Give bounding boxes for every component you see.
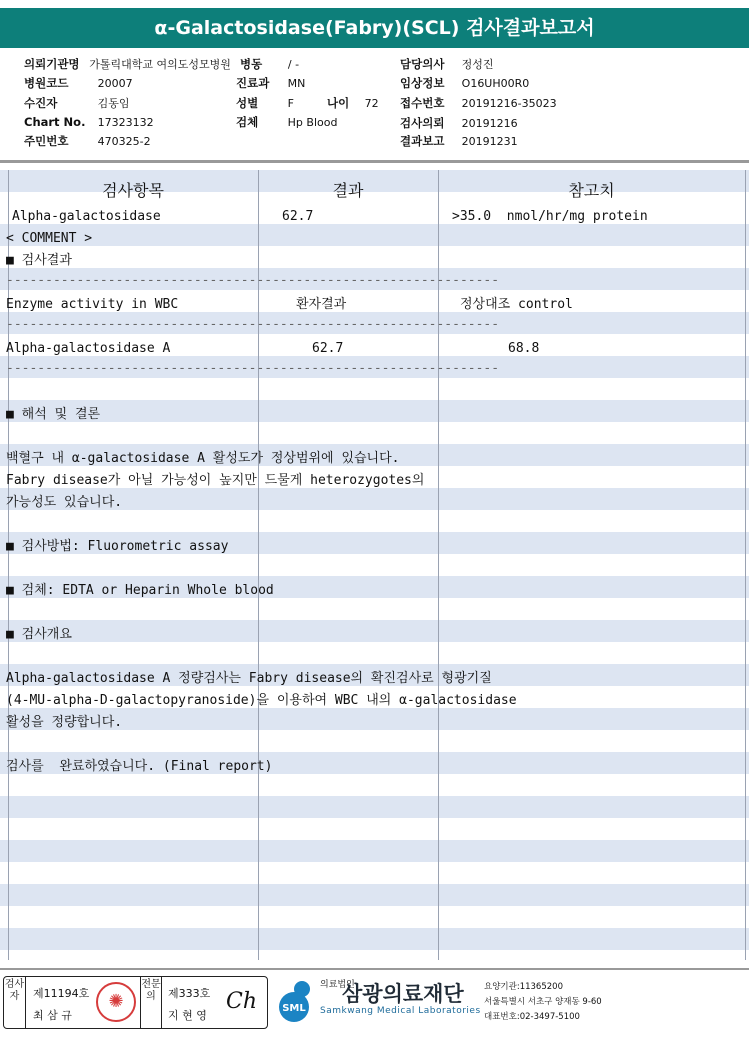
test-result: 62.7: [282, 209, 314, 224]
clinical-info-row: [400, 75, 529, 91]
receiver-value: 김동임: [97, 97, 130, 110]
enzyme-row-patient: 62.7: [312, 341, 344, 356]
specimen-line: ■ 검체: EDTA or Heparin Whole blood: [6, 583, 274, 598]
clinical-info-value: O16UH00R0: [461, 77, 530, 90]
hospital-code-label: 병원코드: [24, 76, 69, 90]
request-label: 검사의뢰: [400, 116, 445, 130]
overview-line: Alpha-galactosidase A 정량검사는 Fabry disease의 확진검사로 형광기질: [6, 671, 492, 686]
section-result-heading: ■ 검사결과: [6, 253, 72, 268]
receiver-label: 수진자: [24, 96, 58, 110]
dash-separator: ---------------------------------------------------------------: [6, 273, 500, 288]
receipt-value: 20191216-35023: [461, 97, 557, 110]
logo-text: SML: [282, 1003, 306, 1014]
enzyme-column-label: Enzyme activity in WBC: [6, 297, 179, 312]
institution-code: 요양기관:11365200: [484, 982, 563, 992]
institution-row: [24, 56, 231, 72]
interpretation-line: 가능성도 있습니다.: [6, 495, 123, 510]
dept-label: 진료과: [236, 76, 270, 90]
header-reference: 참고치: [568, 181, 615, 200]
interpretation-line: Fabry disease가 아닐 가능성이 높지만 드물게 heterozygotes의: [6, 473, 425, 488]
chart-value: 17323132: [97, 116, 154, 129]
signature: Ch: [226, 989, 258, 1014]
footer-divider: [0, 968, 749, 970]
physician-value: 정성진: [461, 58, 494, 71]
info-divider: [0, 160, 749, 163]
enzyme-row-control: 68.8: [508, 341, 540, 356]
control-column-label: 정상대조 control: [460, 297, 573, 312]
institution-label: 의뢰기관명: [24, 57, 80, 71]
receipt-row: [400, 95, 557, 111]
row-stripe: [0, 840, 749, 862]
sml-logo-icon: [272, 980, 316, 1024]
specialist-name: 지 현 영: [168, 1009, 207, 1022]
row-stripe: [0, 796, 749, 818]
report-date-label: 결과보고: [400, 134, 445, 148]
report-date-value: 20191231: [461, 135, 518, 148]
foundation-english: Samkwang Medical Laboratories: [320, 1006, 481, 1016]
test-name: Alpha-galactosidase: [12, 209, 161, 224]
overview-line: (4-MU-alpha-D-galactopyranoside)을 이용하여 WBC 내의 α-galactosidase: [6, 693, 517, 708]
dept-value: MN: [287, 77, 306, 90]
clinical-info-label: 임상정보: [400, 76, 445, 90]
institution-value: 가톨릭대학교 여의도성모병원: [89, 58, 231, 71]
dash-separator: ---------------------------------------------------------------: [6, 317, 500, 332]
age-value: 72: [364, 97, 379, 110]
seal-icon: ✺: [108, 991, 124, 1012]
report-title: α-Galactosidase(Fabry)(SCL) 검사결과보고서: [0, 8, 749, 48]
header-test-item: 검사항목: [102, 181, 164, 200]
chart-row: [24, 115, 154, 129]
header-result: 결과: [332, 181, 364, 200]
method-line: ■ 검사방법: Fluorometric assay: [6, 539, 229, 554]
receipt-label: 접수번호: [400, 96, 445, 110]
chart-label: Chart No.: [24, 115, 86, 129]
foundation-name: 삼광의료재단: [342, 982, 464, 1006]
interpretation-line: 백혈구 내 α-galactosidase A 활성도가 정상범위에 있습니다.: [6, 451, 400, 466]
age-label: 나이: [327, 96, 350, 110]
physician-row: [400, 56, 494, 72]
sex-label: 성별: [236, 96, 259, 110]
section-overview-heading: ■ 검사개요: [6, 627, 72, 642]
physician-label: 담당의사: [400, 57, 445, 71]
specimen-value: Hp Blood: [287, 116, 338, 129]
specimen-label: 검체: [236, 115, 259, 129]
age-row: [327, 95, 379, 111]
corp-label: 의료법인: [320, 980, 355, 990]
ward-label: 병동: [240, 57, 263, 71]
seal-stamp: [96, 982, 136, 1022]
ward-row: [240, 56, 299, 72]
patient-column-label: 환자결과: [296, 297, 347, 312]
test-reference: >35.0 nmol/hr/mg protein: [452, 209, 648, 224]
section-interpretation-heading: ■ 해석 및 결론: [6, 407, 101, 422]
column-line: [745, 170, 746, 960]
request-row: [400, 115, 518, 131]
specialist-label: 전문의: [140, 977, 162, 1028]
row-stripe: [0, 928, 749, 950]
report-date-row: [400, 133, 518, 149]
specialist-license: 제333호: [168, 987, 211, 1000]
dept-row: [236, 75, 305, 91]
results-table: [0, 170, 749, 960]
row-stripe: [0, 620, 749, 642]
rrn-row: [24, 133, 151, 149]
dash-separator: ---------------------------------------------------------------: [6, 361, 500, 376]
final-report-line: 검사를 완료하였습니다. (Final report): [6, 759, 273, 774]
enzyme-row-name: Alpha-galactosidase A: [6, 341, 171, 356]
overview-line: 활성을 정량합니다.: [6, 715, 123, 730]
sex-row: [236, 95, 294, 111]
row-stripe: [0, 400, 749, 422]
inspector-license: 제11194호: [33, 987, 90, 1000]
hospital-code-row: [24, 75, 133, 91]
comment-heading: < COMMENT >: [6, 231, 93, 246]
hospital-code-value: 20007: [97, 77, 133, 90]
row-stripe: [0, 884, 749, 906]
address: 서울특별시 서초구 양재동 9-60: [484, 997, 602, 1007]
sex-value: F: [287, 97, 294, 110]
inspector-name: 최 삼 규: [33, 1009, 72, 1022]
request-value: 20191216: [461, 117, 518, 130]
receiver-row: [24, 95, 130, 111]
signature-box: [3, 976, 268, 1029]
ward-value: / -: [287, 58, 300, 71]
rrn-value: 470325-2: [97, 135, 151, 148]
inspector-label: 검사자: [4, 977, 26, 1028]
phone: 대표번호:02-3497-5100: [484, 1012, 580, 1022]
rrn-label: 주민번호: [24, 134, 69, 148]
specimen-row: [236, 114, 337, 130]
